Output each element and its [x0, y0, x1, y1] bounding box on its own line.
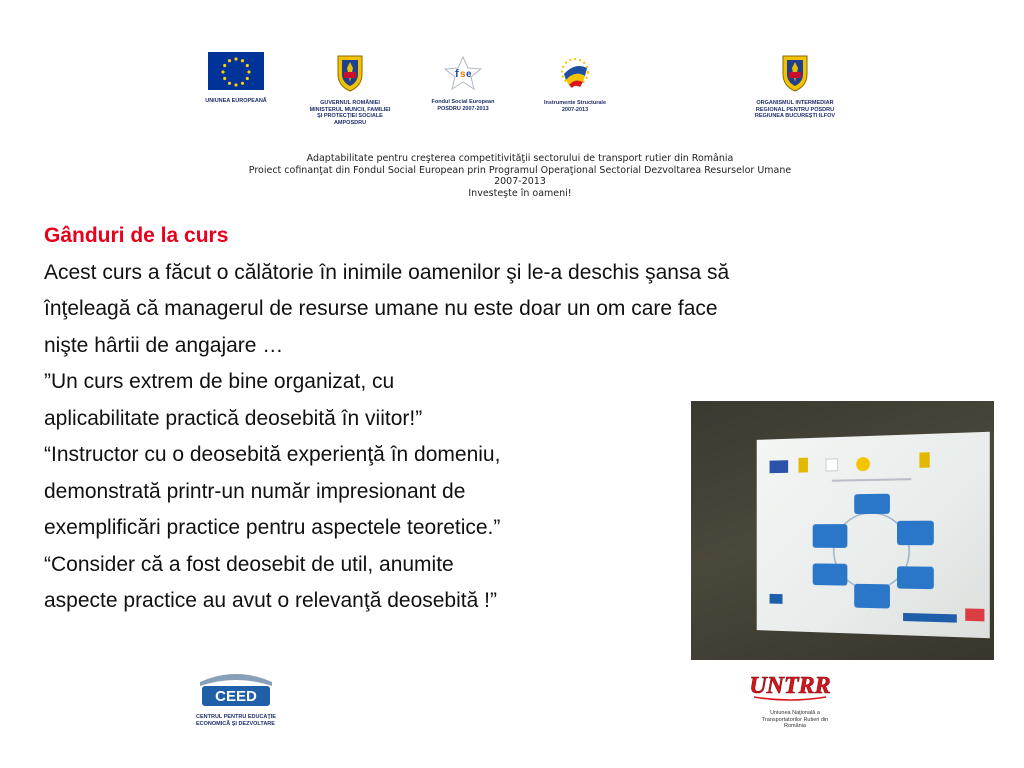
- project-info-line: Adaptabilitate pentru creşterea competitivităţii sectorului de transport rutier din România: [306, 153, 734, 164]
- eu-logo: [200, 52, 272, 105]
- ceed-mark-icon: [196, 668, 276, 708]
- oi-caption-line: ORGANISMUL INTERMEDIAR: [756, 100, 834, 106]
- gov-caption-line: AMPOSDRU: [333, 119, 367, 126]
- projected-slide: [757, 432, 990, 638]
- eu-caption: UNIUNEA EUROPEANĂ: [205, 98, 267, 104]
- text-line: înţeleagă că managerul de resurse umane nu este doar un om care face: [44, 297, 718, 320]
- text-line: Acest curs a făcut o călătorie în inimile oamenilor şi le-a deschis şansa să: [44, 260, 730, 284]
- fse-caption-line: POSDRU 2007-2013: [437, 105, 489, 112]
- structural-instruments-icon: [555, 52, 595, 92]
- classroom-projection-photo: [691, 401, 994, 660]
- oi-caption-line: REGIONAL PENTRU POSDRU: [755, 106, 835, 113]
- text-line: “Consider că a fost deosebit de util, anumite: [44, 552, 454, 576]
- eu-flag-icon: [208, 52, 264, 90]
- ceed-caption-line: CENTRUL PENTRU EDUCAŢIE: [196, 714, 276, 720]
- oi-posdru-logo: [740, 52, 850, 120]
- is-caption-line: Instrumente Structurale: [543, 100, 607, 106]
- ceed-name: CEED: [215, 688, 257, 705]
- is-caption-line: 2007-2013: [561, 106, 589, 113]
- text-line: “Instructor cu o deosebită experienţă în domeniu,: [44, 443, 501, 466]
- untrr-caption-line: Uniunea Naţională a: [770, 710, 820, 716]
- untrr-mark-icon: [740, 663, 840, 703]
- text-line: aplicabilitate practică deosebită în viitor!”: [44, 406, 423, 430]
- romanian-government-logo: [305, 52, 395, 126]
- svg-text:f: f: [455, 68, 459, 80]
- section-title: Gânduri de la curs: [44, 224, 229, 247]
- untrr-logo: [740, 663, 850, 730]
- untrr-name: UNTRR: [749, 673, 831, 699]
- gov-caption-line: GUVERNUL ROMÂNIEI: [320, 100, 380, 106]
- fse-caption-line: Fondul Social European: [431, 99, 495, 105]
- text-line: nişte hârtii de angajare …: [44, 333, 284, 357]
- svg-text:s: s: [460, 69, 466, 80]
- untrr-caption-line: Transportatorilor Rutieri din: [761, 716, 829, 723]
- project-info-line: Proiect cofinanţat din Fondul Social European prin Programul Operaţional Sectorial Dezvoltarea Resurselor Umane: [248, 164, 792, 176]
- instrumente-structurale-logo: [530, 52, 620, 113]
- svg-text:e: e: [466, 69, 472, 80]
- coat-of-arms-icon: [779, 52, 811, 92]
- ceed-logo: [196, 668, 281, 727]
- fse-logo: [418, 55, 508, 112]
- project-info-line: 2007-2013: [494, 176, 546, 187]
- coat-of-arms-icon: [334, 52, 366, 92]
- untrr-caption-line: România: [783, 723, 806, 729]
- ceed-caption-line: ECONOMICĂ ŞI DEZVOLTARE: [196, 720, 275, 727]
- text-line: exemplificări practice pentru aspectele teoretice.”: [44, 516, 501, 539]
- text-line: aspecte practice au avut o relevanţă deosebită !”: [44, 589, 497, 612]
- gov-caption-line: MINISTERUL MUNCII, FAMILIEI: [309, 106, 391, 113]
- project-info-line: Investeşte în oameni!: [468, 187, 572, 199]
- oi-caption-line: REGIUNEA BUCUREŞTI ILFOV: [754, 113, 836, 119]
- fse-star-icon: [441, 55, 485, 91]
- text-line: ”Un curs extrem de bine organizat, cu: [44, 370, 395, 393]
- text-line: demonstrată printr-un număr impresionant de: [44, 479, 466, 503]
- gov-caption-line: ŞI PROTECŢIEI SOCIALE: [317, 113, 383, 119]
- project-info: [200, 153, 840, 199]
- projected-slide-graphic: [757, 432, 990, 638]
